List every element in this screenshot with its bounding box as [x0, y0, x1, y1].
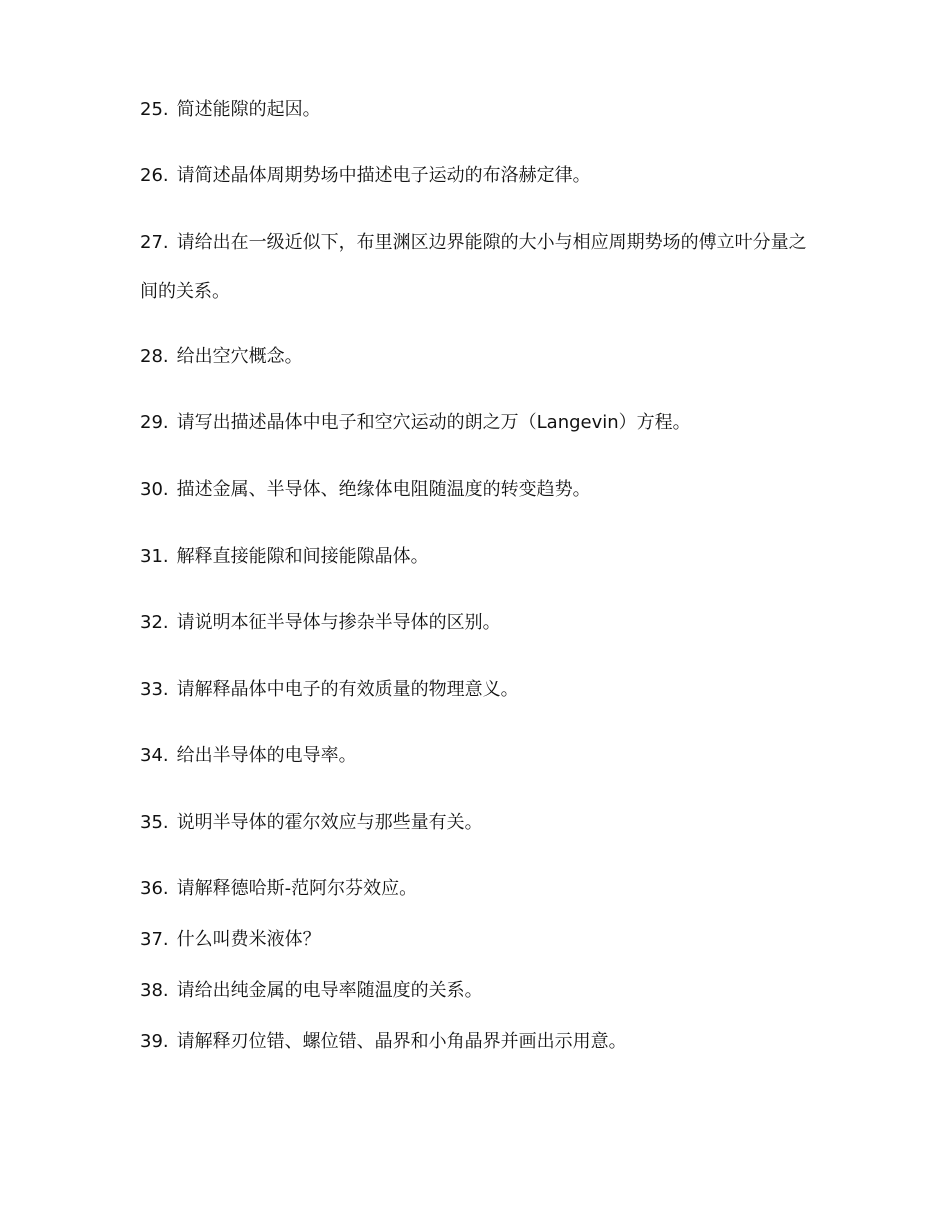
question-34 [140, 731, 820, 780]
question-number: 30. [140, 479, 169, 500]
question-number: 36. [140, 878, 169, 899]
question-text: 给出空穴概念。 [176, 346, 303, 367]
question-text: 说明半导体的霍尔效应与那些量有关。 [176, 812, 483, 833]
question-text: 给出半导体的电导率。 [176, 745, 357, 766]
question-number: 35. [140, 812, 169, 833]
question-25 [140, 85, 820, 134]
question-text: 请解释晶体中电子的有效质量的物理意义。 [176, 679, 519, 700]
question-38 [140, 966, 820, 1015]
question-number: 37. [140, 929, 169, 950]
question-number: 28. [140, 346, 169, 367]
question-32 [140, 598, 820, 647]
question-number: 39. [140, 1031, 169, 1052]
question-26 [140, 151, 820, 200]
question-33 [140, 665, 820, 714]
question-37 [140, 915, 820, 964]
question-text: 请简述晶体周期势场中描述电子运动的布洛赫定律。 [176, 165, 591, 186]
question-text: 请解释德哈斯-范阿尔芬效应。 [176, 878, 418, 899]
question-text: 解释直接能隙和间接能隙晶体。 [176, 546, 429, 567]
question-text: 请给出在一级近似下，布里渊区边界能隙的大小与相应周期势场的傅立叶分量之间的关系。 [140, 232, 807, 302]
question-number: 27. [140, 232, 169, 253]
question-number: 29. [140, 412, 169, 433]
question-number: 38. [140, 980, 169, 1001]
question-number: 25. [140, 99, 169, 120]
question-30 [140, 465, 820, 514]
question-36 [140, 864, 820, 913]
question-number: 34. [140, 745, 169, 766]
question-text: 请写出描述晶体中电子和空穴运动的朗之万（Langevin）方程。 [176, 412, 691, 433]
question-text: 描述金属、半导体、绝缘体电阻随温度的转变趋势。 [176, 479, 591, 500]
question-28 [140, 332, 820, 381]
question-number: 33. [140, 679, 169, 700]
question-39 [140, 1017, 820, 1066]
question-31 [140, 532, 820, 581]
question-text: 请给出纯金属的电导率随温度的关系。 [176, 980, 483, 1001]
question-text: 请解释刃位错、螺位错、晶界和小角晶界并画出示用意。 [176, 1031, 627, 1052]
question-text: 什么叫费米液体？ [176, 929, 321, 950]
question-text: 请说明本征半导体与掺杂半导体的区别。 [176, 612, 501, 633]
question-number: 26. [140, 165, 169, 186]
question-35 [140, 798, 820, 847]
question-27 [140, 218, 820, 316]
question-text: 简述能隙的起因。 [176, 99, 321, 120]
question-29 [140, 398, 820, 447]
question-number: 31. [140, 546, 169, 567]
question-number: 32. [140, 612, 169, 633]
